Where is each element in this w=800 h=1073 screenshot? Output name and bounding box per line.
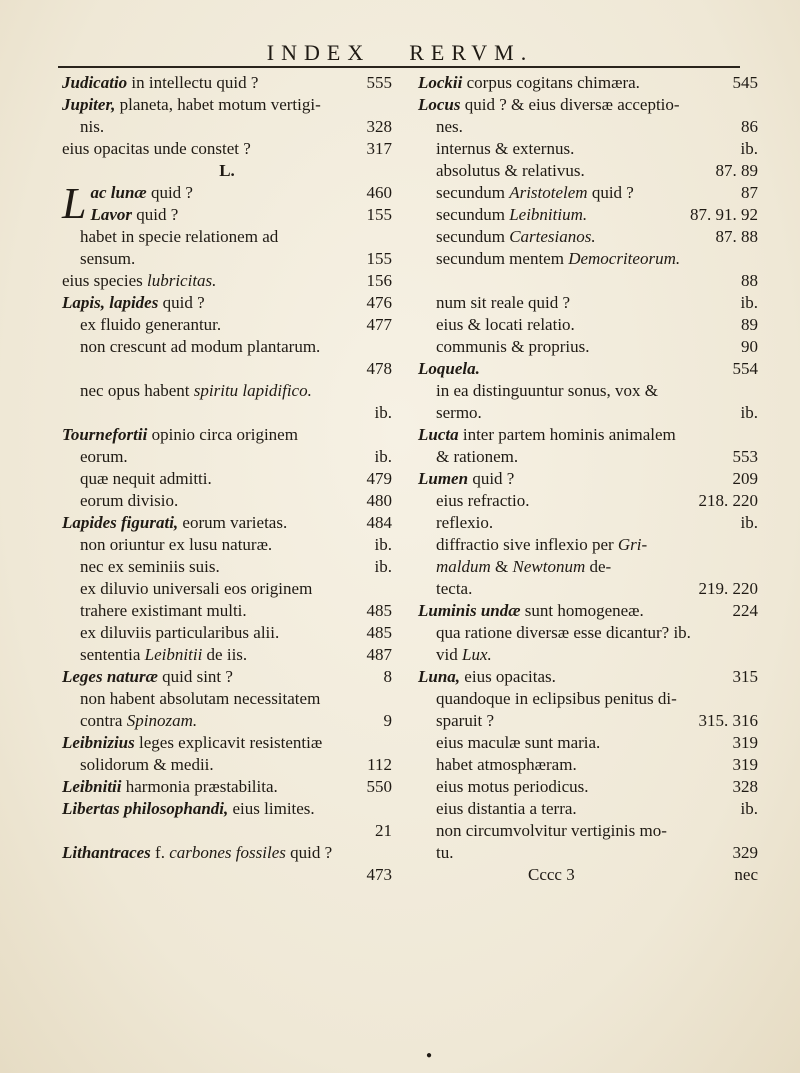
entry-text: eius species	[62, 271, 147, 290]
page-reference: 478	[366, 359, 392, 378]
page-reference: 155	[366, 249, 392, 268]
page-reference: 550	[366, 777, 392, 796]
index-entry	[418, 182, 758, 204]
index-entry	[418, 578, 758, 600]
entry-text: &	[490, 557, 513, 576]
page-reference: 480	[366, 491, 392, 510]
index-entry	[418, 160, 758, 182]
index-entry	[62, 512, 392, 534]
page-reference: 315. 316	[698, 711, 758, 730]
page-reference: 319	[732, 733, 758, 752]
index-entry	[62, 446, 392, 468]
section-letter: L.	[219, 161, 235, 180]
entry-text: inter partem hominis animalem	[458, 425, 676, 444]
entry-text: quid ?	[285, 843, 333, 862]
entry-italic: Spinozam.	[126, 711, 198, 730]
entry-text: non circumvolvitur vertiginis mo-	[436, 821, 667, 840]
entry-text: de iis.	[202, 645, 248, 664]
entry-text: eius limites.	[228, 799, 315, 818]
entry-italic: lubricitas.	[146, 271, 217, 290]
entry-italic: Cartesianos.	[509, 227, 596, 246]
page-reference: ib.	[740, 513, 758, 532]
entry-text: eorum.	[80, 447, 128, 466]
page-reference: 224	[732, 601, 758, 620]
entry-text: eius & locati relatio.	[436, 315, 575, 334]
entry-italic: maldum	[436, 557, 491, 576]
page-reference: 487	[366, 645, 392, 664]
page-reference: 319	[732, 755, 758, 774]
entry-text: vid	[436, 645, 462, 664]
entry-term: Lapides figurati,	[62, 513, 179, 532]
page-reference: 155	[366, 205, 392, 224]
entry-text: in intellectu quid ?	[127, 73, 259, 92]
left-column	[62, 72, 392, 886]
entry-text: in ea distinguuntur sonus, vox &	[436, 381, 658, 400]
index-entry	[418, 710, 758, 732]
page-reference: 473	[366, 865, 392, 884]
index-entry	[418, 798, 758, 820]
entry-text: eorum divisio.	[80, 491, 179, 510]
entry-italic: Newtonum	[512, 557, 586, 576]
entry-term: Jupiter,	[62, 95, 116, 114]
page-reference: 87	[741, 183, 758, 202]
header-rule	[58, 66, 740, 68]
page-reference: 554	[732, 359, 758, 378]
entry-italic: spiritu lapidifico.	[193, 381, 312, 400]
index-entry	[418, 226, 758, 248]
index-entry	[62, 798, 392, 820]
entry-text: opinio circa originem	[147, 425, 298, 444]
entry-text: quid ?	[146, 183, 193, 202]
entry-text: non oriuntur ex lusu naturæ.	[80, 535, 273, 554]
entry-term: Libertas philosophandi,	[62, 799, 229, 818]
entry-text: planeta, habet motum vertigi-	[115, 95, 321, 114]
entry-text: qua ratione diversæ esse dicantur? ib.	[436, 623, 691, 642]
page-reference: 485	[366, 601, 392, 620]
index-entry	[62, 94, 392, 116]
index-entry	[62, 292, 392, 314]
drop-cap: L	[62, 179, 87, 228]
entry-italic: Democriteorum.	[568, 249, 681, 268]
index-entry	[418, 512, 758, 534]
entry-text: nes.	[436, 117, 463, 136]
index-entry	[418, 94, 758, 116]
entry-text: eius motus periodicus.	[436, 777, 589, 796]
entry-text: solidorum & medii.	[80, 755, 214, 774]
entry-text: eius refractio.	[436, 491, 530, 510]
index-entry	[418, 754, 758, 776]
entry-text: habet atmosphæram.	[436, 755, 577, 774]
index-entry	[62, 248, 392, 270]
page-reference: 315	[732, 667, 758, 686]
index-entry	[418, 358, 758, 380]
entry-text: nec ex seminiis suis.	[80, 557, 220, 576]
entry-term: ac lunæ	[90, 183, 147, 202]
entry-text: tu.	[436, 843, 454, 862]
entry-text: non crescunt ad modum plantarum.	[80, 337, 321, 356]
page-reference: 485	[366, 623, 392, 642]
index-entry	[418, 314, 758, 336]
page-reference: 460	[366, 183, 392, 202]
index-entry	[62, 358, 392, 380]
entry-term: Luna,	[418, 667, 461, 686]
page-reference: ib.	[740, 139, 758, 158]
right-column	[418, 72, 758, 886]
index-entry	[62, 314, 392, 336]
index-entry	[418, 468, 758, 490]
entry-italic: Leibnitium.	[509, 205, 588, 224]
catchword: nec	[734, 865, 758, 884]
entry-text: secundum	[436, 205, 510, 224]
entry-text: secundum mentem	[436, 249, 569, 268]
page-reference: 86	[741, 117, 758, 136]
index-entry	[62, 600, 392, 622]
page-reference: 479	[366, 469, 392, 488]
page-reference: ib.	[374, 557, 392, 576]
entry-text: leges explicavit resistentiæ	[134, 733, 323, 752]
header-left: INDEX	[266, 40, 371, 65]
entry-text: secundum	[436, 227, 510, 246]
index-entry	[418, 600, 758, 622]
index-entry	[418, 424, 758, 446]
index-entry	[62, 270, 392, 292]
page-reference: 329	[732, 843, 758, 862]
page-reference: 89	[741, 315, 758, 334]
index-entry	[418, 380, 758, 402]
entry-text: harmonia præstabilita.	[121, 777, 278, 796]
index-entry	[418, 270, 758, 292]
entry-text: nis.	[80, 117, 105, 136]
entry-term: Leges naturæ	[62, 667, 158, 686]
page-reference: 156	[366, 271, 392, 290]
index-entry	[62, 842, 392, 864]
entry-text: tecta.	[436, 579, 473, 598]
entry-text: quandoque in eclipsibus penitus di-	[436, 689, 677, 708]
index-entry	[62, 468, 392, 490]
page-reference: ib.	[740, 403, 758, 422]
index-entry	[62, 380, 392, 402]
entry-text: de-	[585, 557, 612, 576]
index-entry	[418, 732, 758, 754]
page-reference: 88	[741, 271, 758, 290]
entry-italic: Aristotelem	[509, 183, 588, 202]
entry-italic: Gri-	[617, 535, 648, 554]
index-entry	[418, 446, 758, 468]
page-reference: 87. 89	[715, 161, 758, 180]
index-entry	[418, 336, 758, 358]
page-reference: 218. 220	[698, 491, 758, 510]
entry-text: eorum varietas.	[178, 513, 288, 532]
index-entry	[62, 622, 392, 644]
entry-text: ex diluvio universali eos originem	[80, 579, 313, 598]
page-reference: 209	[732, 469, 758, 488]
entry-text: quid ? & eius diversæ acceptio-	[460, 95, 680, 114]
page-reference: ib.	[740, 293, 758, 312]
page-reference: 545	[732, 73, 758, 92]
page-reference: ib.	[740, 799, 758, 818]
header-right: RERVM.	[409, 40, 534, 65]
index-entry	[418, 72, 758, 94]
page-reference: 87. 91. 92	[690, 205, 758, 224]
entry-text: quid ?	[468, 469, 515, 488]
page-reference: ib.	[374, 535, 392, 554]
index-entry	[62, 424, 392, 446]
entry-text: ex fluido generantur.	[80, 315, 222, 334]
index-entry	[418, 864, 758, 886]
index-entry	[62, 732, 392, 754]
entry-text: & rationem.	[436, 447, 519, 466]
entry-text: eius distantia a terra.	[436, 799, 577, 818]
index-entry	[62, 490, 392, 512]
index-entry	[418, 490, 758, 512]
page-reference: 328	[366, 117, 392, 136]
entry-italic: Lux.	[461, 645, 492, 664]
entry-text: corpus cogitans chimæra.	[462, 73, 640, 92]
entry-term: Leibnitii	[62, 777, 122, 796]
entry-term: Leibnizius	[62, 733, 135, 752]
index-entry	[418, 116, 758, 138]
entry-text: f.	[150, 843, 170, 862]
page-reference: 477	[366, 315, 392, 334]
page-reference: 90	[741, 337, 758, 356]
page-reference: 317	[366, 139, 392, 158]
entry-text: sermo.	[436, 403, 482, 422]
entry-text: quid ?	[158, 293, 205, 312]
entry-term: Locus	[418, 95, 461, 114]
entry-text: habet in specie relationem ad	[80, 227, 279, 246]
page-reference: 476	[366, 293, 392, 312]
index-entry	[62, 666, 392, 688]
entry-text: nec opus habent	[80, 381, 194, 400]
entry-term: Luminis undæ	[418, 601, 521, 620]
entry-text: sparuit ?	[436, 711, 495, 730]
index-entry	[62, 578, 392, 600]
entry-term: Lockii	[418, 73, 463, 92]
index-entry	[62, 160, 392, 182]
index-entry	[62, 534, 392, 556]
page-mark: ●	[426, 1050, 433, 1061]
entry-text: quæ nequit admitti.	[80, 469, 212, 488]
index-entry	[62, 710, 392, 732]
page-reference: 553	[732, 447, 758, 466]
entry-text: eius opacitas.	[460, 667, 556, 686]
index-entry	[418, 292, 758, 314]
entry-text: reflexio.	[436, 513, 494, 532]
entry-text: ex diluviis particularibus alii.	[80, 623, 280, 642]
entry-text: sensum.	[80, 249, 136, 268]
entry-text: diffractio sive inflexio per	[436, 535, 618, 554]
entry-text: sententia	[80, 645, 145, 664]
entry-text: quid ?	[587, 183, 634, 202]
entry-italic: carbones fossiles	[169, 843, 286, 862]
index-entry	[62, 688, 392, 710]
page-reference: 8	[383, 667, 392, 686]
entry-term: Lapis, lapides	[62, 293, 159, 312]
index-entry	[62, 336, 392, 358]
page-reference: 9	[383, 711, 392, 730]
index-entry	[418, 820, 758, 842]
index-entry	[418, 776, 758, 798]
page-reference: 112	[367, 755, 392, 774]
entry-text: eius opacitas unde constet ?	[62, 139, 251, 158]
index-entry	[418, 138, 758, 160]
page-reference: 87. 88	[715, 227, 758, 246]
index-entry	[418, 622, 758, 644]
entry-text: contra	[80, 711, 127, 730]
index-entry	[62, 138, 392, 160]
index-entry	[62, 864, 392, 886]
entry-text: num sit reale quid ?	[436, 293, 571, 312]
entry-text: quid sint ?	[157, 667, 233, 686]
page-reference: 219. 220	[698, 579, 758, 598]
entry-text: secundum	[436, 183, 510, 202]
index-entry	[418, 248, 758, 270]
entry-text: quid ?	[132, 205, 179, 224]
index-entry	[62, 820, 392, 842]
page-reference: ib.	[374, 447, 392, 466]
index-entry	[418, 556, 758, 578]
page-reference: 484	[366, 513, 392, 532]
running-header	[0, 40, 800, 66]
index-entry	[62, 402, 392, 424]
entry-term: Lithantraces	[62, 843, 151, 862]
index-entry	[418, 402, 758, 424]
index-entry	[418, 644, 758, 666]
index-entry	[62, 204, 392, 226]
entry-text: absolutus & relativus.	[436, 161, 585, 180]
page-reference: 328	[732, 777, 758, 796]
index-entry	[62, 754, 392, 776]
index-entry	[62, 556, 392, 578]
index-entry	[418, 842, 758, 864]
entry-term: Lavor	[90, 205, 133, 224]
entry-text: non habent absolutam necessitatem	[80, 689, 321, 708]
entry-text: internus & externus.	[436, 139, 575, 158]
entry-italic: Leibnitii	[144, 645, 203, 664]
page-reference: 555	[366, 73, 392, 92]
index-entry	[418, 688, 758, 710]
page-reference: 21	[375, 821, 392, 840]
index-entry	[62, 776, 392, 798]
index-entry	[418, 204, 758, 226]
entry-text: eius maculæ sunt maria.	[436, 733, 601, 752]
entry-text: sunt homogeneæ.	[520, 601, 644, 620]
entry-term: Lucta	[418, 425, 459, 444]
entry-term: Judicatio	[62, 73, 128, 92]
index-entry	[418, 534, 758, 556]
index-entry	[62, 72, 392, 94]
entry-term: Lumen	[418, 469, 469, 488]
entry-term: Tournefortii	[62, 425, 148, 444]
entry-text: trahere existimant multi.	[80, 601, 247, 620]
index-entry	[418, 666, 758, 688]
entry-text: communis & proprius.	[436, 337, 590, 356]
page-reference: ib.	[374, 403, 392, 422]
index-entry	[62, 226, 392, 248]
index-entry	[62, 644, 392, 666]
signature-mark: Cccc 3	[528, 865, 575, 884]
entry-term: Loquela.	[418, 359, 480, 378]
index-entry	[62, 116, 392, 138]
